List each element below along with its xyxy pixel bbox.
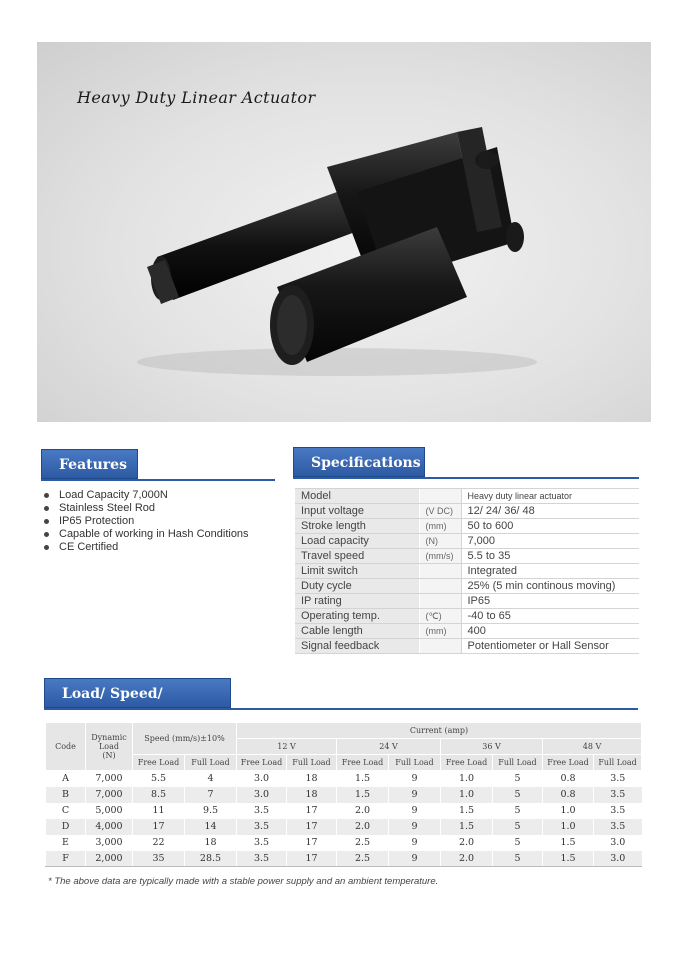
table-cell: 0.8: [543, 787, 594, 803]
table-cell: 9: [389, 835, 441, 851]
table-cell: 1.5: [543, 835, 594, 851]
dynamic-load-header: Dynamic Load (N): [86, 723, 133, 771]
table-cell: 1.0: [543, 803, 594, 819]
free-load-header: Free Load: [237, 755, 287, 771]
table-cell: 1.0: [543, 819, 594, 835]
table-cell: 17: [133, 819, 185, 835]
current-header: Current (amp): [237, 723, 642, 739]
table-cell: 35: [133, 851, 185, 867]
free-load-header: Free Load: [133, 755, 185, 771]
list-item: Load Capacity 7,000N: [42, 489, 249, 502]
table-row: [46, 819, 642, 835]
table-row: [46, 851, 642, 867]
code-header: Code: [46, 723, 86, 771]
free-load-header: Free Load: [441, 755, 493, 771]
table-cell: 1.0: [441, 771, 493, 787]
table-cell: 3.5: [237, 851, 287, 867]
table-cell: 1.5: [337, 771, 389, 787]
table-cell: 18: [287, 771, 337, 787]
table-cell: 3.5: [594, 819, 642, 835]
table-cell: 2.5: [337, 851, 389, 867]
table-cell: 1.5: [337, 787, 389, 803]
table-cell: 17: [287, 835, 337, 851]
full-load-header: Full Load: [594, 755, 642, 771]
list-item: IP65 Protection: [42, 515, 249, 528]
table-cell: 2,000: [86, 851, 133, 867]
table-row: [46, 787, 642, 803]
product-title: Heavy Duty Linear Actuator: [77, 88, 316, 107]
table-cell: 1.5: [543, 851, 594, 867]
table-cell: 3.5: [594, 771, 642, 787]
bullet-icon: [44, 545, 49, 550]
table-cell: 3.0: [594, 835, 642, 851]
table-cell: 17: [287, 803, 337, 819]
table-cell: 14: [185, 819, 237, 835]
list-item: Stainless Steel Rod: [42, 502, 249, 515]
table-cell: 5: [493, 851, 543, 867]
voltage-48v: 48 V: [543, 739, 642, 755]
table-cell: 4: [185, 771, 237, 787]
table-cell: 4,000: [86, 819, 133, 835]
full-load-header: Full Load: [493, 755, 543, 771]
full-load-header: Full Load: [287, 755, 337, 771]
table-cell: 3.5: [237, 819, 287, 835]
table-cell: 17: [287, 819, 337, 835]
table-cell: D: [46, 819, 86, 835]
table-cell: 5: [493, 819, 543, 835]
table-cell: 3.5: [594, 787, 642, 803]
features-header: [41, 449, 275, 481]
table-cell: 9: [389, 851, 441, 867]
voltage-24v: 24 V: [337, 739, 441, 755]
specifications-header: [293, 447, 639, 479]
table-cell: 7: [185, 787, 237, 803]
table-cell: 3.0: [237, 771, 287, 787]
table-row: [46, 771, 642, 787]
table-row: [46, 835, 642, 851]
table-cell: 17: [287, 851, 337, 867]
table-cell: 28.5: [185, 851, 237, 867]
table-cell: 7,000: [86, 787, 133, 803]
footnote: * The above data are typically made with a stable power supply and an ambient temperature.: [48, 876, 439, 887]
product-photo: [37, 42, 651, 422]
table-cell: 7,000: [86, 771, 133, 787]
features-heading: Features: [41, 449, 138, 479]
table-cell: 3.5: [237, 835, 287, 851]
table-cell: 18: [287, 787, 337, 803]
table-cell: 2.0: [337, 803, 389, 819]
load-table-body: [46, 771, 642, 867]
table-cell: 5: [493, 803, 543, 819]
table-cell: 2.0: [441, 851, 493, 867]
speed-header: Speed (mm/s)±10%: [133, 723, 237, 755]
bullet-icon: [44, 532, 49, 537]
table-cell: 3.5: [594, 803, 642, 819]
table-cell: 9: [389, 771, 441, 787]
table-row: Input voltage (V DC) 12/ 24/ 36/ 48: [295, 504, 639, 519]
table-cell: 5.5: [133, 771, 185, 787]
table-cell: 11: [133, 803, 185, 819]
table-row: [46, 803, 642, 819]
full-load-header: Full Load: [185, 755, 237, 771]
free-load-header: Free Load: [337, 755, 389, 771]
load-speed-current-heading: Load/ Speed/: [44, 678, 231, 708]
table-row: Signal feedback Potentiometer or Hall Sensor: [295, 639, 639, 654]
table-cell: 1.5: [441, 803, 493, 819]
table-cell: 3.0: [594, 851, 642, 867]
table-cell: 9.5: [185, 803, 237, 819]
voltage-36v: 36 V: [441, 739, 543, 755]
table-row: Duty cycle 25% (5 min continous moving): [295, 579, 639, 594]
table-cell: E: [46, 835, 86, 851]
table-cell: 9: [389, 819, 441, 835]
bullet-icon: [44, 519, 49, 524]
list-item: Capable of working in Hash Conditions: [42, 528, 249, 541]
table-cell: 5: [493, 835, 543, 851]
table-row: Stroke length (mm) 50 to 600: [295, 519, 639, 534]
table-cell: 2.0: [441, 835, 493, 851]
table-cell: 3,000: [86, 835, 133, 851]
table-cell: 9: [389, 787, 441, 803]
table-row: Model Heavy duty linear actuator: [295, 489, 639, 504]
bullet-icon: [44, 506, 49, 511]
bullet-icon: [44, 493, 49, 498]
table-row: Limit switch Integrated: [295, 564, 639, 579]
features-list: [42, 489, 249, 554]
full-load-header: Full Load: [389, 755, 441, 771]
table-cell: 8.5: [133, 787, 185, 803]
table-cell: 3.5: [237, 803, 287, 819]
table-cell: 3.0: [237, 787, 287, 803]
table-cell: 18: [185, 835, 237, 851]
actuator-illustration: [37, 42, 651, 422]
table-cell: 9: [389, 803, 441, 819]
load-speed-current-header: [44, 678, 638, 710]
table-cell: 0.8: [543, 771, 594, 787]
table-row: IP rating IP65: [295, 594, 639, 609]
specifications-table: [295, 488, 639, 654]
table-cell: C: [46, 803, 86, 819]
table-cell: 5: [493, 771, 543, 787]
free-load-header: Free Load: [543, 755, 594, 771]
specifications-heading: Specifications: [293, 447, 425, 477]
table-cell: A: [46, 771, 86, 787]
table-row: Travel speed (mm/s) 5.5 to 35: [295, 549, 639, 564]
table-cell: F: [46, 851, 86, 867]
table-cell: 1.5: [441, 819, 493, 835]
list-item: CE Certified: [42, 541, 249, 554]
table-row: Cable length (mm) 400: [295, 624, 639, 639]
voltage-12v: 12 V: [237, 739, 337, 755]
table-cell: 2.5: [337, 835, 389, 851]
load-speed-current-table: [45, 722, 642, 867]
table-cell: 2.0: [337, 819, 389, 835]
table-cell: 5: [493, 787, 543, 803]
table-row: Load capacity (N) 7,000: [295, 534, 639, 549]
table-cell: B: [46, 787, 86, 803]
table-cell: 22: [133, 835, 185, 851]
table-row: Operating temp. (℃) -40 to 65: [295, 609, 639, 624]
table-cell: 5,000: [86, 803, 133, 819]
table-cell: 1.0: [441, 787, 493, 803]
